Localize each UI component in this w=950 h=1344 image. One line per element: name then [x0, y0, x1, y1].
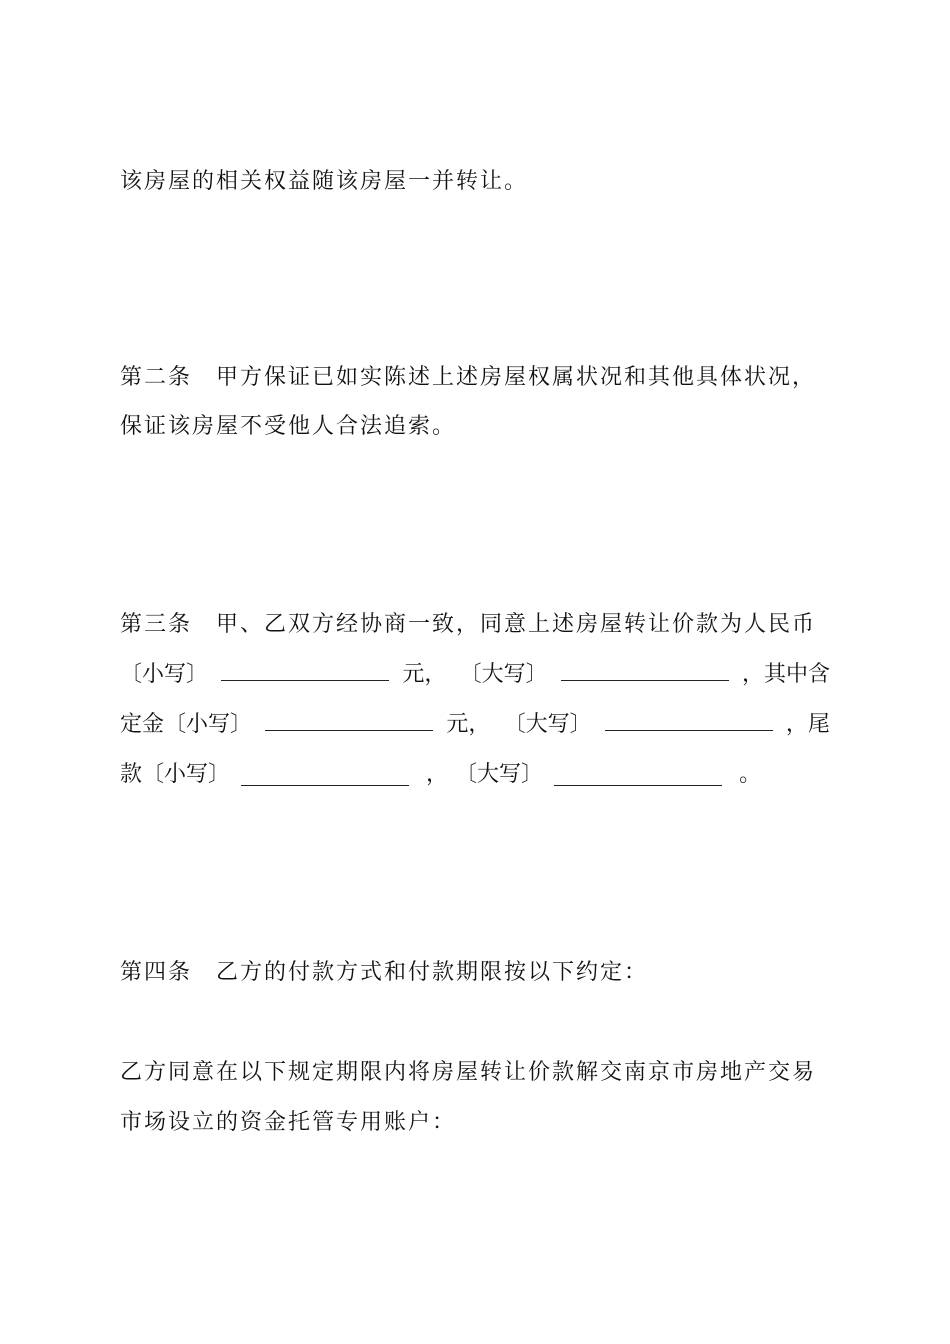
- price-big-blank[interactable]: [561, 660, 729, 681]
- text: 保证该房屋不受他人合法追索。: [120, 414, 457, 439]
- article-label: 第三条: [120, 612, 193, 637]
- article-2-line-2: [120, 412, 456, 442]
- article-2-line-1: [120, 363, 816, 393]
- article-4-line-1: [120, 958, 648, 988]
- label-deposit: 定金〔小写〕: [120, 712, 253, 737]
- balance-small-blank[interactable]: [241, 765, 409, 786]
- label-balance: ，尾: [785, 712, 830, 737]
- deposit-big-blank[interactable]: [605, 710, 773, 731]
- text: 乙方的付款方式和付款期限按以下约定：: [216, 960, 649, 985]
- text: 市场设立的资金托管专用账户：: [120, 1110, 457, 1135]
- article-3-line-4: [120, 760, 761, 790]
- article-label: 第四条: [120, 960, 193, 985]
- article-3-line-2: [120, 660, 830, 690]
- text: 乙方同意在以下规定期限内将房屋转让价款解交南京市房地产交易: [120, 1060, 817, 1085]
- label-balance-small: 款〔小写〕: [120, 762, 231, 787]
- paragraph-rights-transfer: [120, 167, 528, 197]
- label-yuan: 元，: [446, 712, 491, 737]
- balance-big-blank[interactable]: [554, 765, 722, 786]
- payment-paragraph-line-2: [120, 1108, 456, 1138]
- text: 该房屋的相关权益随该房屋一并转让。: [120, 169, 529, 194]
- label-including: ，其中含: [741, 662, 830, 687]
- deposit-small-blank[interactable]: [265, 710, 433, 731]
- label-big-amount: 〔大写〕: [503, 712, 592, 737]
- label-comma: ，: [426, 762, 449, 787]
- label-small-amount: 〔小写〕: [120, 662, 209, 687]
- text: 甲、乙双方经协商一致，同意上述房屋转让价款为人民币: [216, 612, 817, 637]
- price-small-blank[interactable]: [221, 660, 389, 681]
- article-3-line-3: [120, 710, 830, 740]
- label-big-amount: 〔大写〕: [455, 762, 544, 787]
- text: 甲方保证已如实陈述上述房屋权属状况和其他具体状况，: [216, 365, 817, 390]
- label-big-amount: 〔大写〕: [459, 662, 548, 687]
- article-3-line-1: [120, 610, 816, 640]
- article-label: 第二条: [120, 365, 193, 390]
- payment-paragraph-line-1: [120, 1058, 816, 1088]
- label-yuan: 元，: [402, 662, 447, 687]
- label-period: 。: [739, 762, 762, 787]
